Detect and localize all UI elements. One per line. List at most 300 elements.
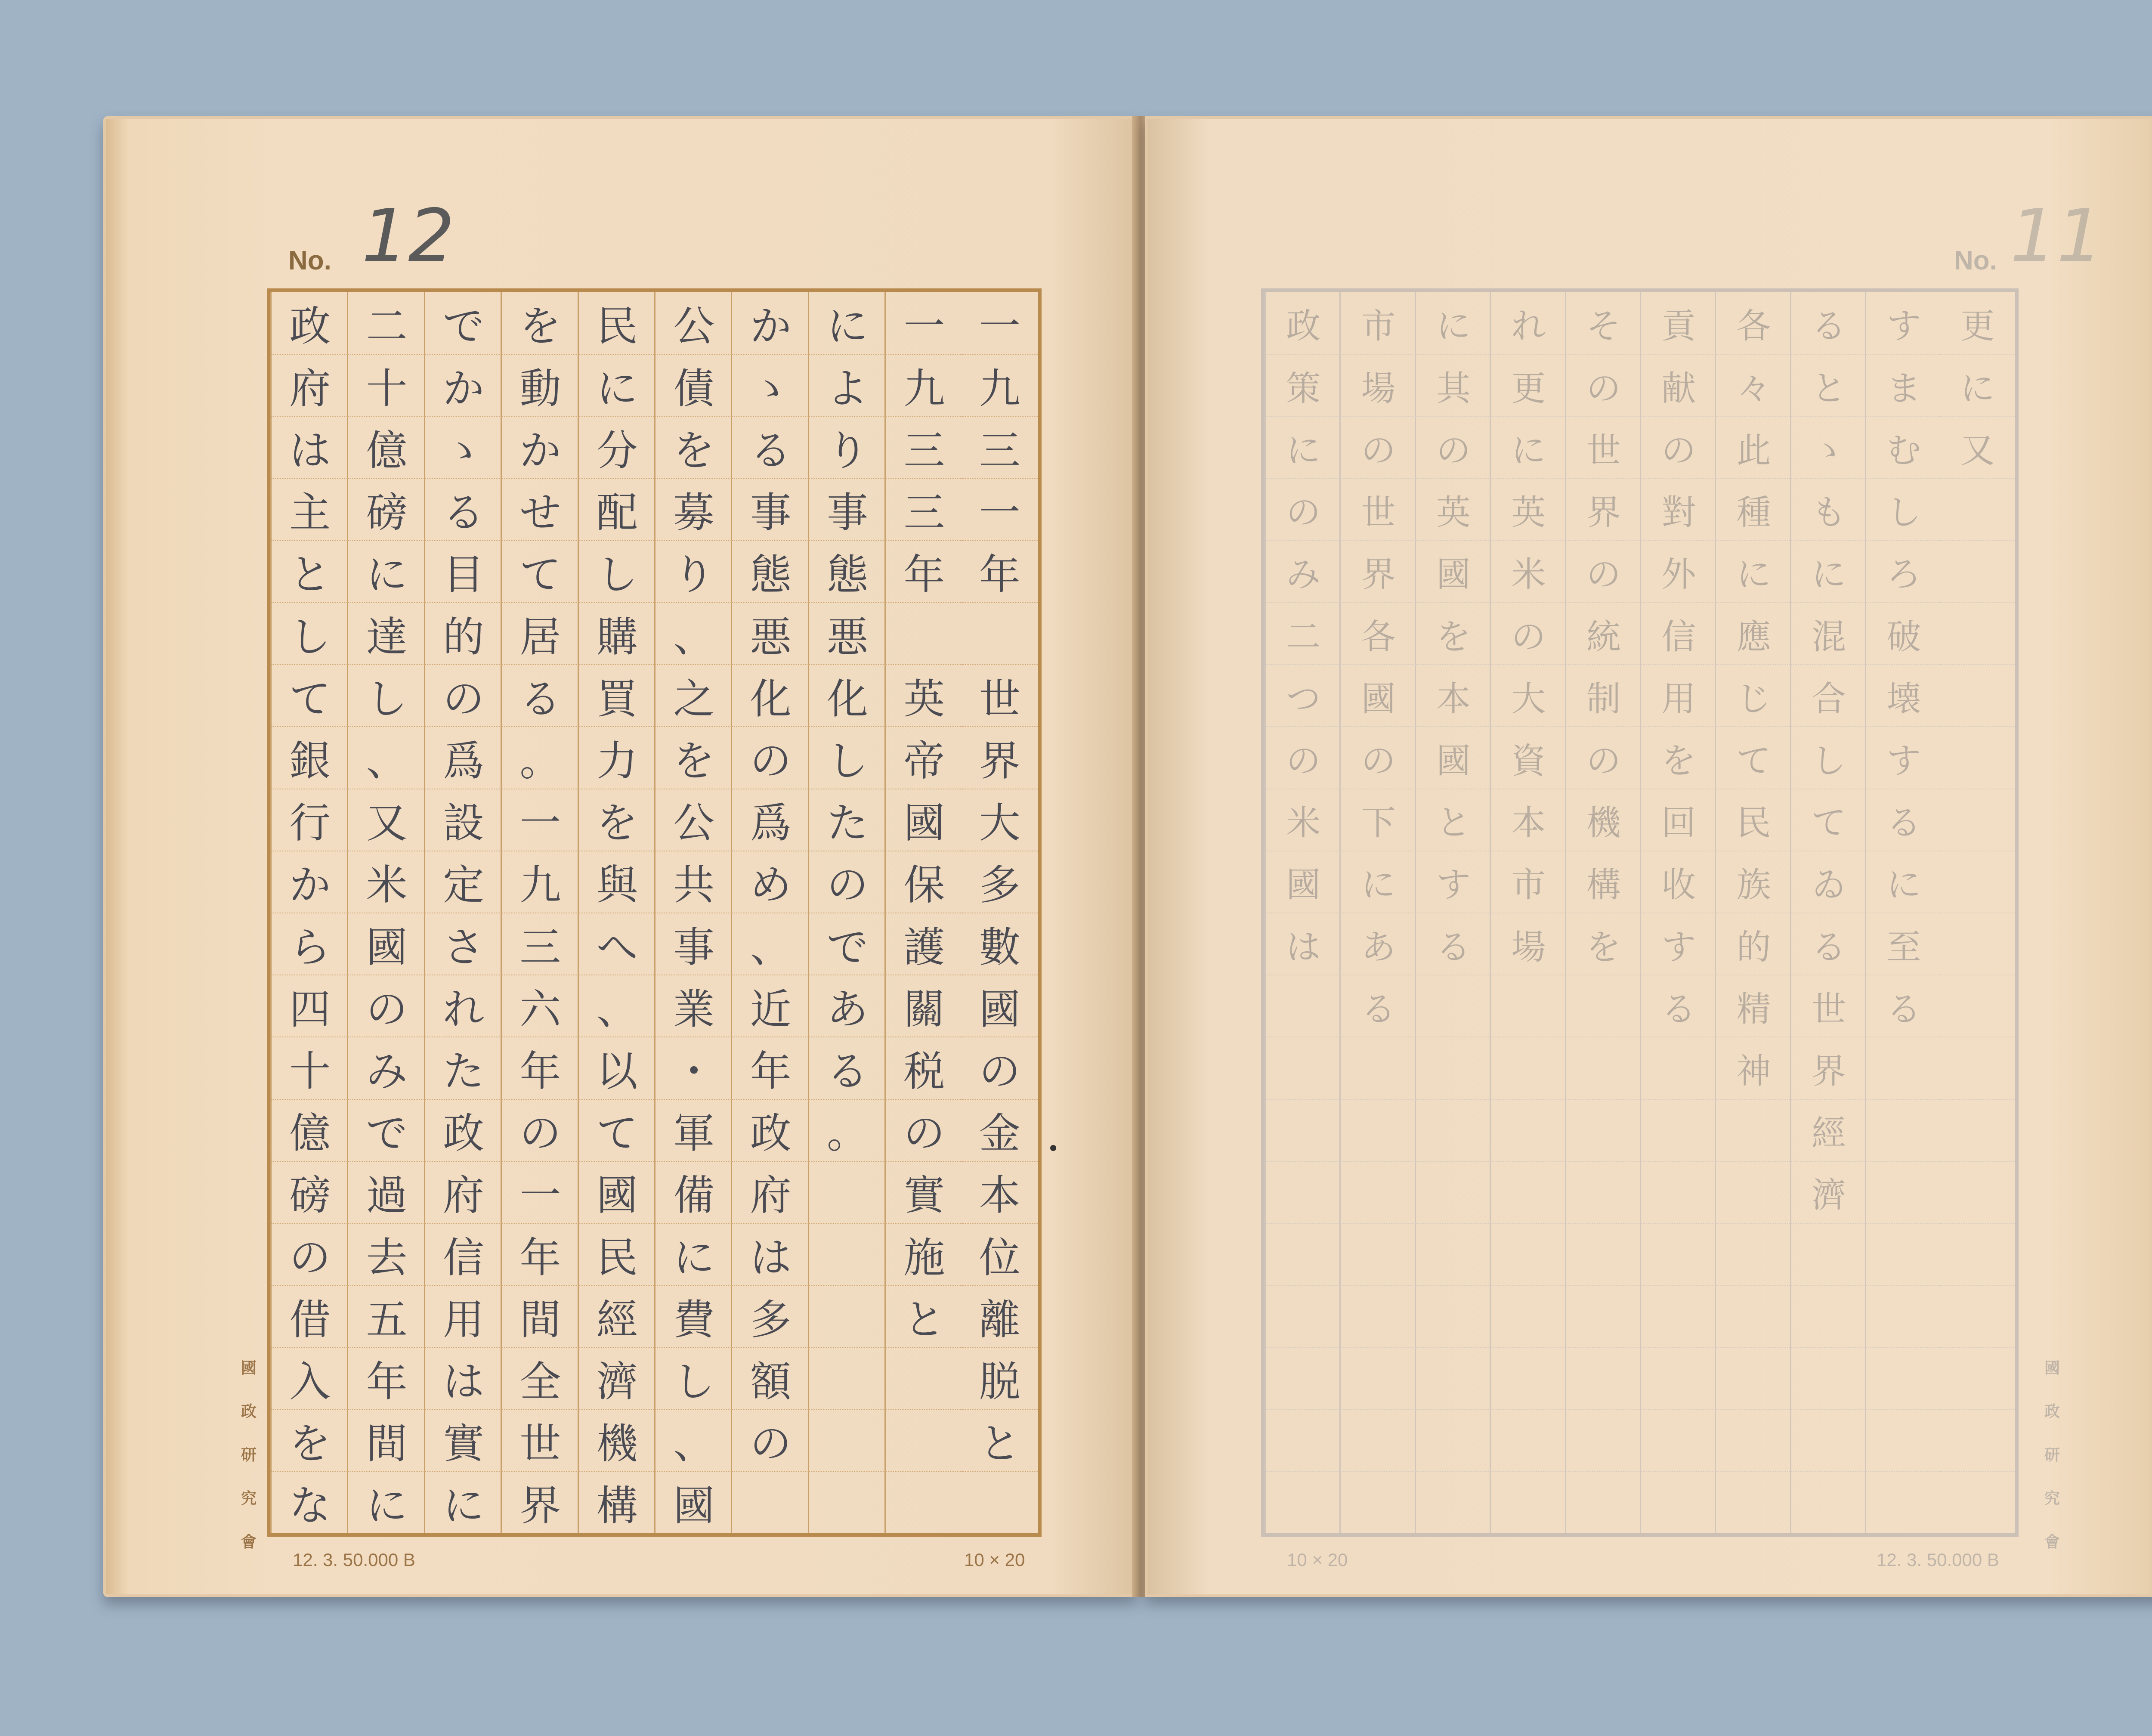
grid-cell: 三 (962, 416, 1038, 478)
grid-cell (1866, 1223, 1941, 1285)
grid-cell: に (1940, 354, 2015, 416)
grid-cell: 米 (1491, 540, 1566, 602)
grid-cell: の (1641, 416, 1716, 478)
grid-cell: に (1436, 306, 1471, 346)
bleed-through-content (1145, 116, 2152, 1597)
grid-cell (1266, 1161, 1341, 1223)
grid-cell (1791, 1347, 1866, 1409)
grid-cell (1266, 1285, 1341, 1347)
grid-cell: 献 (1641, 354, 1716, 416)
grid-cell: 經 (1791, 1099, 1866, 1161)
grid-cell (1791, 1223, 1866, 1285)
grid-cell: す (1886, 306, 1921, 346)
handwritten-page-number: 11 (2010, 194, 2103, 279)
stamp-character: 會 (241, 1533, 257, 1551)
grid-cell: て (502, 540, 578, 602)
stamp-character: 國 (2044, 1359, 2060, 1377)
manuscript-column (1490, 292, 1566, 1533)
grid-cell: 、 (732, 913, 809, 975)
grid-cell (1940, 1161, 2015, 1223)
grid-cell (1641, 1161, 1716, 1223)
grid-cell (1866, 1285, 1941, 1347)
grid-cell: 國 (348, 913, 425, 975)
grid-cell: の (1266, 726, 1341, 788)
grid-cell: に (1341, 851, 1416, 913)
grid-cell (809, 1471, 886, 1533)
grid-cell: で (442, 302, 484, 350)
grid-cell (1416, 1471, 1491, 1533)
grid-cell (886, 1347, 962, 1409)
grid-cell: で (809, 913, 886, 975)
footer-grid-size: 10 × 20 (964, 1550, 1025, 1570)
footer-grid-size: 10 × 20 (1287, 1550, 1348, 1570)
grid-cell (1716, 1099, 1791, 1161)
grid-cell: 民 (579, 1223, 655, 1285)
grid-cell: 市 (1491, 851, 1566, 913)
grid-cell (809, 1347, 886, 1409)
grid-cell: む (1866, 416, 1941, 478)
ink-dot (1050, 1145, 1056, 1151)
stamp-character: 政 (2044, 1402, 2060, 1420)
grid-cell: 策 (1266, 354, 1341, 416)
grid-cell: を (272, 1409, 348, 1471)
grid-cell: 資 (1491, 726, 1566, 788)
grid-cell (1940, 913, 2015, 975)
grid-cell (1716, 1347, 1791, 1409)
grid-cell: 年 (962, 540, 1038, 602)
grid-cell (1491, 1161, 1566, 1223)
grid-cell: 又 (348, 789, 425, 851)
grid-cell (1940, 1409, 2015, 1471)
grid-cell: を (579, 789, 655, 851)
grid-cell: 國 (1341, 664, 1416, 726)
grid-cell: し (1791, 726, 1866, 788)
grid-cell: と (1791, 354, 1866, 416)
manuscript-column (1415, 292, 1491, 1533)
grid-cell (1641, 1409, 1716, 1471)
grid-cell (1940, 478, 2015, 540)
grid-cell: 主 (272, 478, 348, 540)
grid-cell: か (272, 851, 348, 913)
grid-cell: れ (1511, 306, 1546, 346)
grid-cell: 大 (1491, 664, 1566, 726)
grid-cell: 混 (1791, 602, 1866, 664)
grid-cell (1491, 1099, 1566, 1161)
grid-cell: 制 (1566, 664, 1641, 726)
grid-cell: 濟 (1791, 1161, 1866, 1223)
grid-cell: 機 (579, 1409, 655, 1471)
grid-cell (1866, 1471, 1941, 1533)
grid-cell (1491, 1285, 1566, 1347)
grid-cell: 府 (425, 1161, 502, 1223)
grid-cell: し (1866, 478, 1941, 540)
grid-cell: の (1266, 478, 1341, 540)
grid-cell: 各 (1736, 306, 1771, 346)
grid-cell: に (1866, 851, 1941, 913)
grid-cell: 三 (886, 478, 962, 540)
grid-cell: す (1641, 913, 1716, 975)
grid-cell: 府 (732, 1161, 809, 1223)
grid-cell (1716, 1161, 1791, 1223)
grid-cell: あ (809, 975, 886, 1037)
grid-cell: す (1416, 851, 1491, 913)
grid-cell: 億 (272, 1099, 348, 1161)
grid-cell: 脱 (962, 1347, 1038, 1409)
grid-cell (1940, 540, 2015, 602)
grid-cell: 三 (502, 913, 578, 975)
manuscript-grid (267, 288, 1042, 1537)
grid-cell: は (425, 1347, 502, 1409)
grid-cell: 本 (1491, 789, 1566, 851)
grid-cell: 買 (579, 664, 655, 726)
grid-cell: る (809, 1037, 886, 1099)
grid-cell (1341, 1037, 1416, 1099)
footer-print-code: 12. 3. 50.000 B (1877, 1550, 1999, 1570)
grid-cell: 三 (886, 416, 962, 478)
grid-cell: 配 (579, 478, 655, 540)
grid-cell: 經 (579, 1285, 655, 1347)
grid-cell: 。 (809, 1099, 886, 1161)
grid-cell: る (1416, 913, 1491, 975)
grid-cell: 保 (886, 851, 962, 913)
grid-cell: 分 (579, 416, 655, 478)
grid-cell: ゝ (732, 354, 809, 416)
grid-cell: と (886, 1285, 962, 1347)
grid-cell (1641, 1037, 1716, 1099)
grid-cell: 米 (1266, 789, 1341, 851)
right-page (1145, 116, 2152, 1597)
grid-cell: 收 (1641, 851, 1716, 913)
grid-cell: 信 (425, 1223, 502, 1285)
grid-cell (1940, 851, 2015, 913)
manuscript-column (1565, 292, 1641, 1533)
grid-cell: 回 (1641, 789, 1716, 851)
grid-cell: 年 (348, 1347, 425, 1409)
grid-cell: 世 (962, 664, 1038, 726)
grid-cell: 場 (1491, 913, 1566, 975)
grid-cell: め (732, 851, 809, 913)
grid-cell: 年 (502, 1037, 578, 1099)
grid-cell: に (1491, 416, 1566, 478)
manuscript-column (1265, 292, 1341, 1533)
open-notebook (103, 103, 2152, 1657)
grid-cell: 壊 (1866, 664, 1941, 726)
grid-cell: 化 (809, 664, 886, 726)
grid-cell: 、 (348, 726, 425, 788)
grid-cell: の (1566, 354, 1641, 416)
grid-cell: 定 (425, 851, 502, 913)
grid-cell: 磅 (348, 478, 425, 540)
grid-cell: て (272, 664, 348, 726)
grid-cell: み (1266, 540, 1341, 602)
grid-cell (1341, 1285, 1416, 1347)
grid-cell: 爲 (732, 789, 809, 851)
grid-cell: 十 (348, 354, 425, 416)
grid-cell: 金 (962, 1099, 1038, 1161)
grid-cell (886, 1471, 962, 1533)
grid-cell: 界 (1791, 1037, 1866, 1099)
manuscript-column (424, 292, 502, 1533)
grid-cell: 多 (732, 1285, 809, 1347)
grid-cell: に (425, 1471, 502, 1533)
grid-cell: の (1341, 726, 1416, 788)
grid-cell: 化 (732, 664, 809, 726)
grid-cell: 外 (1641, 540, 1716, 602)
grid-cell: 間 (348, 1409, 425, 1471)
grid-cell: 用 (1641, 664, 1716, 726)
grid-cell: を (1416, 602, 1491, 664)
grid-cell: 此 (1716, 416, 1791, 478)
grid-cell: 一 (979, 302, 1020, 350)
grid-cell: 爲 (425, 726, 502, 788)
grid-cell: へ (579, 913, 655, 975)
grid-cell: の (1341, 416, 1416, 478)
grid-cell: か (502, 416, 578, 478)
grid-cell: 至 (1866, 913, 1941, 975)
grid-cell (1341, 1347, 1416, 1409)
grid-cell (809, 1161, 886, 1223)
grid-cell: み (348, 1037, 425, 1099)
page-no-label: No. (288, 246, 331, 275)
grid-cell: 業 (655, 975, 732, 1037)
grid-cell: 貢 (1661, 306, 1696, 346)
grid-cell: る (502, 664, 578, 726)
grid-cell: の (272, 1223, 348, 1285)
grid-cell: を (655, 416, 732, 478)
grid-cell: に (1716, 540, 1791, 602)
grid-cell: そ (1586, 306, 1621, 346)
grid-cell: 間 (502, 1285, 578, 1347)
grid-cell: 位 (962, 1223, 1038, 1285)
grid-cell: 一 (502, 789, 578, 851)
grid-cell (1416, 1347, 1491, 1409)
grid-cell: と (272, 540, 348, 602)
grid-cell: 目 (425, 540, 502, 602)
stamp-character: 研 (241, 1446, 257, 1464)
grid-cell: 九 (886, 354, 962, 416)
grid-cell: 應 (1716, 602, 1791, 664)
grid-cell: し (655, 1347, 732, 1409)
grid-cell: 近 (732, 975, 809, 1037)
grid-cell: の (732, 726, 809, 788)
grid-cell: 構 (1566, 851, 1641, 913)
grid-cell: あ (1341, 913, 1416, 975)
grid-cell: 族 (1716, 851, 1791, 913)
manuscript-grid (1261, 288, 2019, 1537)
manuscript-column (1940, 292, 2015, 1533)
grid-cell: 政 (1286, 306, 1321, 346)
footer-print-code: 12. 3. 50.000 B (293, 1550, 415, 1570)
grid-cell: 設 (425, 789, 502, 851)
grid-cell (1341, 1471, 1416, 1533)
grid-cell: 事 (809, 478, 886, 540)
grid-cell: り (809, 416, 886, 478)
grid-cell: は (732, 1223, 809, 1285)
grid-cell: 之 (655, 664, 732, 726)
grid-cell: 去 (348, 1223, 425, 1285)
grid-cell: 二 (1266, 602, 1341, 664)
grid-cell: 實 (425, 1409, 502, 1471)
grid-cell: 債 (655, 354, 732, 416)
grid-cell: と (1416, 789, 1491, 851)
grid-cell (1866, 1037, 1941, 1099)
grid-cell (1566, 975, 1641, 1037)
manuscript-column (270, 292, 348, 1533)
grid-cell: 下 (1341, 789, 1416, 851)
grid-cell: ・ (655, 1037, 732, 1099)
grid-cell (1866, 1099, 1941, 1161)
stamp-character: 國 (241, 1359, 257, 1377)
grid-cell: ま (1866, 354, 1941, 416)
grid-cell: 本 (962, 1161, 1038, 1223)
grid-cell: す (1866, 726, 1941, 788)
grid-cell: て (1716, 726, 1791, 788)
grid-cell (1791, 1285, 1866, 1347)
grid-cell (962, 602, 1038, 664)
grid-cell (1641, 1347, 1716, 1409)
grid-cell: 力 (579, 726, 655, 788)
grid-cell: 府 (272, 354, 348, 416)
grid-cell: か (750, 302, 792, 350)
page-no-label: No. (1954, 246, 1997, 275)
grid-cell: つ (1266, 664, 1341, 726)
grid-cell: 購 (579, 602, 655, 664)
grid-cell: 民 (1716, 789, 1791, 851)
grid-cell (1940, 975, 2015, 1037)
grid-cell (732, 1471, 809, 1533)
manuscript-column (1790, 292, 1866, 1533)
grid-cell: る (732, 416, 809, 478)
grid-cell: て (579, 1099, 655, 1161)
grid-cell: 界 (1566, 478, 1641, 540)
grid-cell (1940, 789, 2015, 851)
grid-cell: 國 (1416, 540, 1491, 602)
grid-cell (1266, 1099, 1341, 1161)
grid-cell: 億 (348, 416, 425, 478)
grid-cell: 々 (1716, 354, 1791, 416)
grid-cell (1566, 1409, 1641, 1471)
grid-cell: 募 (655, 478, 732, 540)
grid-cell: 居 (502, 602, 578, 664)
grid-cell (1940, 1099, 2015, 1161)
grid-cell: 信 (1641, 602, 1716, 664)
grid-cell: 國 (962, 975, 1038, 1037)
grid-cell (1266, 1409, 1341, 1471)
grid-cell: の (425, 664, 502, 726)
grid-cell: 税 (886, 1037, 962, 1099)
grid-cell: の (809, 851, 886, 913)
grid-cell (1716, 1285, 1791, 1347)
grid-cell (1491, 1347, 1566, 1409)
grid-cell: 態 (732, 540, 809, 602)
grid-cell: 施 (886, 1223, 962, 1285)
grid-cell: 政 (425, 1099, 502, 1161)
grid-cell: 年 (502, 1223, 578, 1285)
grid-cell (1641, 1099, 1716, 1161)
grid-cell: 各 (1341, 602, 1416, 664)
grid-cell: り (655, 540, 732, 602)
grid-cell: ゐ (1791, 851, 1866, 913)
grid-cell (1716, 1409, 1791, 1471)
grid-cell: 二 (366, 302, 408, 350)
grid-cell: 政 (289, 302, 331, 350)
grid-cell (1266, 975, 1341, 1037)
grid-cell: 米 (348, 851, 425, 913)
grid-cell (1940, 1223, 2015, 1285)
grid-cell (1491, 1471, 1566, 1533)
grid-cell: る (1866, 975, 1941, 1037)
grid-cell: 事 (655, 913, 732, 975)
grid-cell: 精 (1716, 975, 1791, 1037)
grid-cell (1341, 1223, 1416, 1285)
stamp-character: 研 (2044, 1446, 2060, 1464)
grid-cell: れ (425, 975, 502, 1037)
grid-cell: 市 (1361, 306, 1396, 346)
grid-cell: し (272, 602, 348, 664)
manuscript-column (731, 292, 809, 1533)
grid-cell (1940, 1471, 2015, 1533)
manuscript-column (808, 292, 886, 1533)
grid-cell: 公 (655, 789, 732, 851)
grid-cell: 世 (1791, 975, 1866, 1037)
manuscript-column (1715, 292, 1791, 1533)
grid-cell: の (1566, 540, 1641, 602)
grid-cell: 六 (502, 975, 578, 1037)
grid-cell: 共 (655, 851, 732, 913)
grid-cell: 九 (962, 354, 1038, 416)
grid-cell (1416, 1161, 1491, 1223)
manuscript-column (1865, 292, 1941, 1533)
grid-cell: 構 (579, 1471, 655, 1533)
stamp-character: 究 (2044, 1489, 2060, 1507)
grid-cell: 年 (886, 540, 962, 602)
grid-cell: 國 (886, 789, 962, 851)
grid-cell: 額 (732, 1347, 809, 1409)
grid-cell: 世 (1566, 416, 1641, 478)
grid-cell (1491, 1223, 1566, 1285)
grid-cell (1716, 1471, 1791, 1533)
grid-cell: 數 (962, 913, 1038, 975)
manuscript-column (347, 292, 425, 1533)
grid-cell (1416, 1285, 1491, 1347)
grid-cell: に (655, 1223, 732, 1285)
grid-cell: で (348, 1099, 425, 1161)
grid-cell (1940, 1285, 2015, 1347)
grid-cell (1791, 1409, 1866, 1471)
grid-cell: に (1791, 540, 1866, 602)
grid-cell: 。 (502, 726, 578, 788)
grid-cell: 國 (655, 1471, 732, 1533)
grid-cell (1266, 1037, 1341, 1099)
grid-cell: に (348, 540, 425, 602)
grid-cell: 九 (502, 851, 578, 913)
grid-cell: を (1641, 726, 1716, 788)
grid-cell: 離 (962, 1285, 1038, 1347)
grid-cell: 界 (502, 1471, 578, 1533)
grid-cell: 一 (962, 478, 1038, 540)
grid-cell (1866, 1409, 1941, 1471)
grid-cell (1566, 1285, 1641, 1347)
grid-cell (1791, 1471, 1866, 1533)
grid-cell (1940, 726, 2015, 788)
grid-cell (1566, 1347, 1641, 1409)
grid-cell (1940, 664, 2015, 726)
grid-cell: 多 (962, 851, 1038, 913)
grid-cell (1641, 1471, 1716, 1533)
grid-cell: 行 (272, 789, 348, 851)
grid-cell: 銀 (272, 726, 348, 788)
grid-cell (1866, 1161, 1941, 1223)
